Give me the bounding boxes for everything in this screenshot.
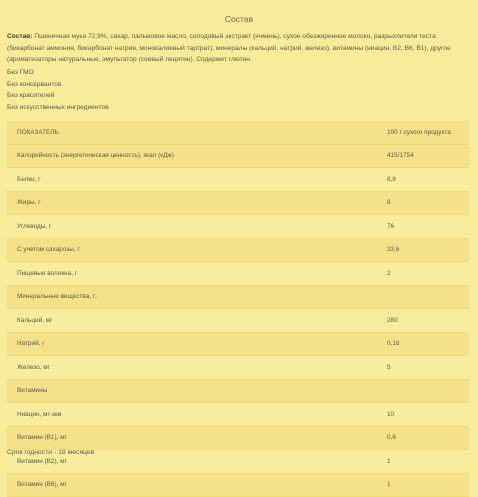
row-value: 415/1754 (377, 144, 469, 168)
composition-text (7, 31, 473, 66)
row-indicator: Белки, г (7, 168, 377, 192)
row-value (377, 379, 469, 403)
claim-no-artificial: Без искусственных ингредиентов (7, 103, 109, 111)
row-indicator: Углеводы, г (7, 215, 377, 239)
table-row (7, 168, 469, 192)
row-indicator: Натрий, г (7, 332, 377, 356)
table-row (7, 262, 469, 286)
section-title: Состав (224, 14, 254, 24)
row-value: 76 (377, 215, 469, 239)
row-value (377, 285, 469, 309)
claims-list (7, 67, 109, 113)
table-row (7, 191, 469, 215)
row-value: 23,6 (377, 238, 469, 262)
row-indicator: Кальций, мг (7, 309, 377, 333)
row-indicator: Пищевые волокна, г (7, 262, 377, 286)
composition-label: Состав: (7, 33, 33, 40)
claim-no-colorants: Без красителей (7, 92, 55, 100)
table-row (7, 144, 469, 168)
table-row (7, 285, 469, 309)
row-value: 1 (377, 450, 469, 474)
table-row (7, 379, 469, 403)
claim-no-preservatives: Без консервантов (7, 80, 62, 88)
row-indicator: Витамин (B6), мг (7, 473, 377, 497)
row-indicator: Витамин (B2), мг (7, 450, 377, 474)
row-indicator: Железо, мг (7, 356, 377, 380)
row-value: 280 (377, 309, 469, 333)
table-row (7, 238, 469, 262)
row-indicator: Ниацин, мг-экв (7, 403, 377, 427)
claim-no-gmo: Без ГМО (7, 69, 34, 76)
row-value: 0,16 (377, 332, 469, 356)
row-value: 8 (377, 191, 469, 215)
table-row (7, 473, 469, 497)
row-value: 1 (377, 473, 469, 497)
shelf-life: Срок годности - 18 месяцев (7, 449, 95, 456)
table-header-row (7, 121, 469, 144)
row-indicator: Калорийность (энергетическая ценность), ккал (кДж) (7, 144, 377, 168)
table-row (7, 403, 469, 427)
row-value: 5 (377, 356, 469, 380)
nutrition-table (7, 121, 469, 497)
table-row (7, 426, 469, 450)
table-row (7, 215, 469, 239)
table-header-per100g: 100 г сухого продукта (377, 121, 469, 144)
table-header-indicator: ПОКАЗАТЕЛЬ (7, 121, 377, 144)
row-value: 8,8 (377, 168, 469, 192)
table-row (7, 309, 469, 333)
row-value: 2 (377, 262, 469, 286)
row-value: 10 (377, 403, 469, 427)
row-value: 0,6 (377, 426, 469, 450)
row-indicator: С учетом сахарозы, г (7, 238, 377, 262)
row-indicator: Витамин (B1), мг (7, 426, 377, 450)
row-indicator: Жиры, г (7, 191, 377, 215)
row-indicator: Минеральные вещества, г: (7, 285, 377, 309)
composition-body: Пшеничная мука 72,9%, сахар, пальмовое масло, солодовый экстракт (ячмень), сухое обезжиренное молоко, разрыхлители теста (бикарбонат аммония, бикарбонат натрия, монокалиевый тартрат), минералы (кальций, натрий, железо), витамины (ниацин, B2, B6, B1), другое (ароматизаторы натуральные, эмульгатор (соевый лецитин). Содержит глютен. (7, 33, 451, 63)
table-row (7, 356, 469, 380)
table-body (7, 144, 469, 497)
table-row (7, 332, 469, 356)
row-indicator: Витамины (7, 379, 377, 403)
